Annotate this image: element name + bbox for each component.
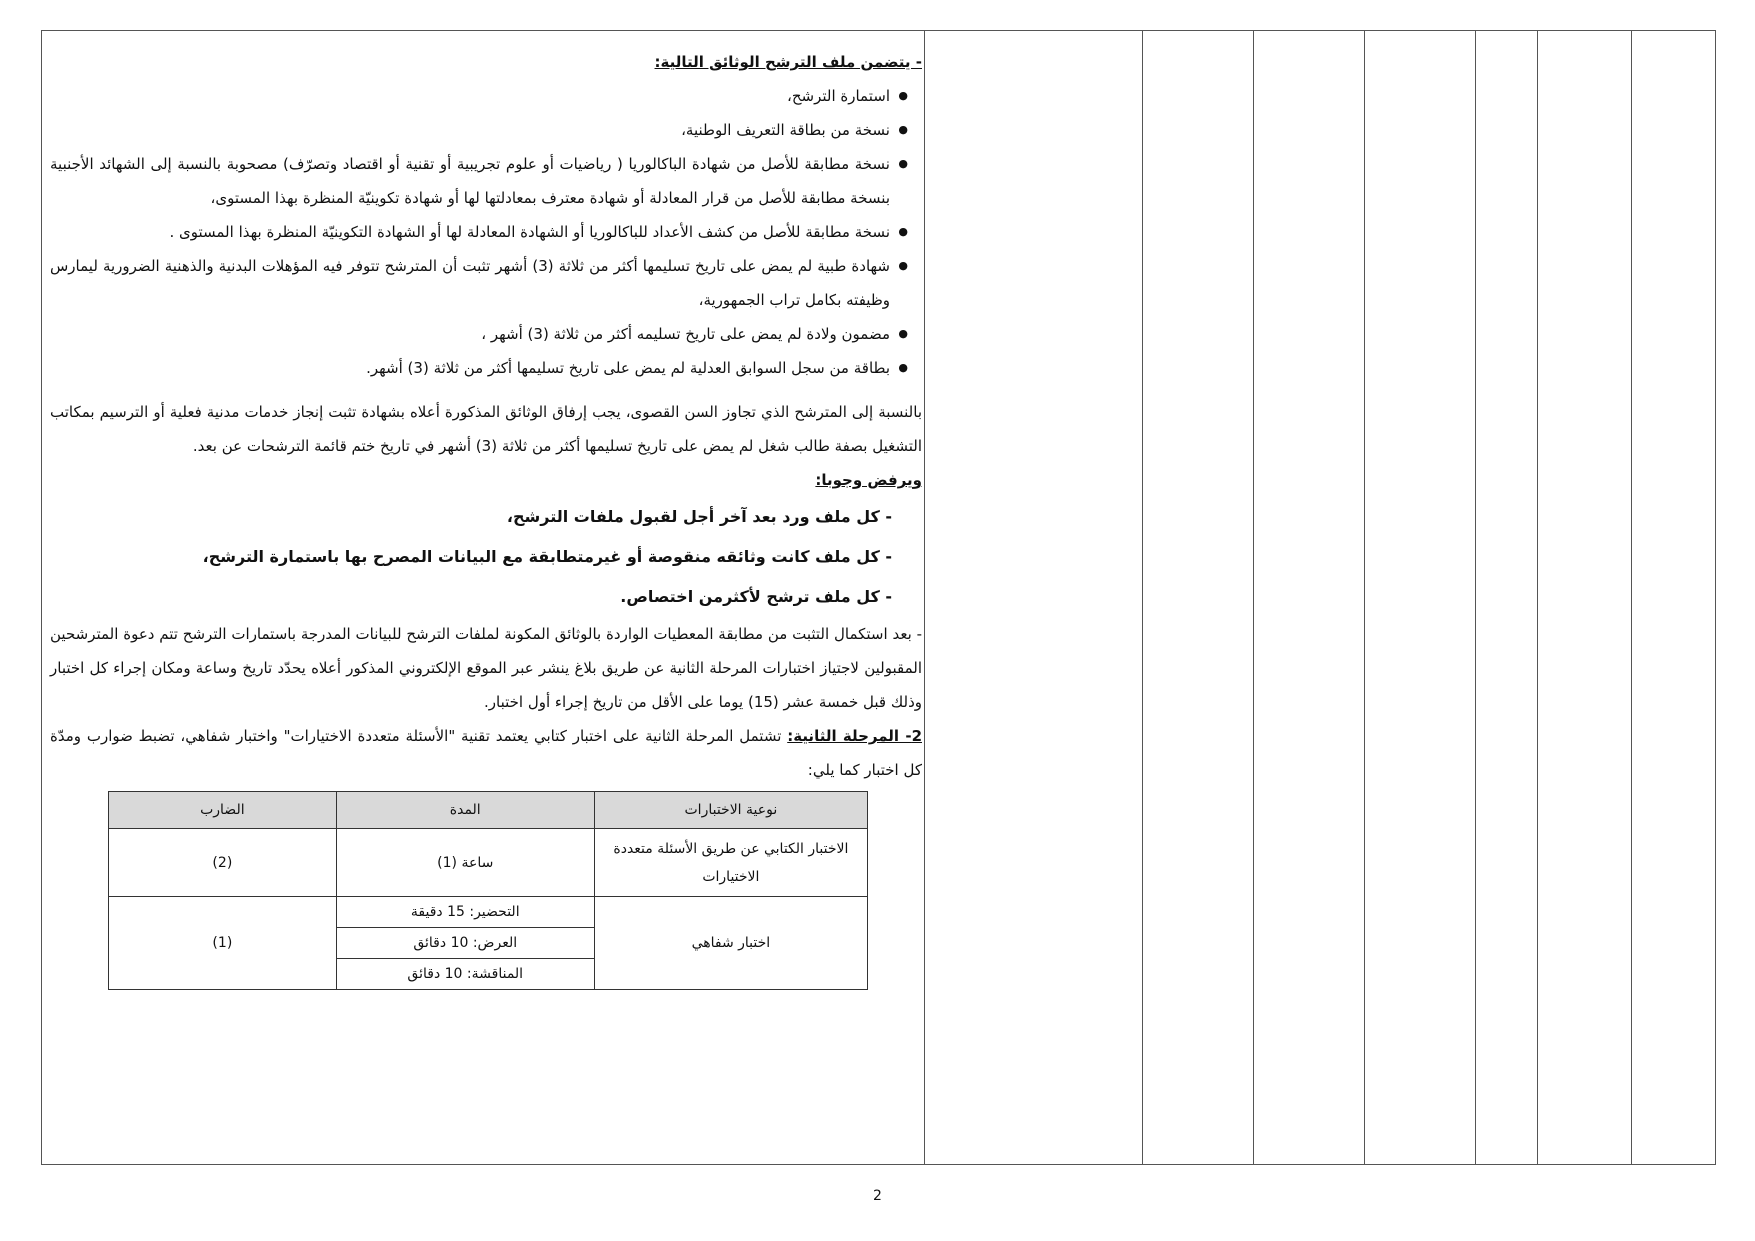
document-item: ● مضمون ولادة لم يمض على تاريخ تسليمه أكثر من ثلاثة (3) أشهر ،: [50, 317, 908, 351]
table-row: [109, 829, 868, 897]
stage2-text: تشتمل المرحلة الثانية على اختبار كتابي يعتمد تقنية "الأسئلة متعددة الاختيارات" واختبار شفاهي، تضبط ضوارب ومدّة كل اختبار كما يلي:: [50, 727, 922, 779]
verification-paragraph: - بعد استكمال التثبت من مطابقة المعطيات الواردة بالوثائق المكونة لملفات الترشح للبيانات المدرجة باستمارات الترشح تتم دعوة المترشحين المقبولين لاجتياز اختبارات المرحلة الثانية عن طريق بلاغ ينشر عبر الموقع الإلكتروني المذكور أعلاه يحدّد تاريخ وساعة ومكان إجراء كل اختبار وذلك قبل خمسة عشر (15) يوما على الأقل من تاريخ إجراء أول اختبار.: [50, 625, 922, 711]
rejection-item: - كل ملف ترشح لأكثرمن اختصاص.: [620, 587, 892, 606]
document-item: ● نسخة مطابقة للأصل من كشف الأعداد للباكالوريا أو الشهادة المعادلة لها أو الشهادة التكوينيّة المنظرة بهذا المستوى .: [50, 215, 908, 249]
stage2-label: 2- المرحلة الثانية:: [787, 727, 922, 745]
column-divider: [1475, 31, 1476, 1164]
table-row: [109, 897, 868, 990]
column-divider: [1631, 31, 1632, 1164]
test-type-cell: الاختبار الكتابي عن طريق الأسئلة متعددة الاختيارات: [594, 829, 867, 897]
page-number: 2: [873, 1188, 882, 1204]
document-item: ● بطاقة من سجل السوابق العدلية لم يمض على تاريخ تسليمها أكثر من ثلاثة (3) أشهر.: [50, 351, 908, 385]
table-header: نوعية الاختبارات: [594, 792, 867, 829]
test-coefficient-cell: (2): [109, 829, 337, 897]
column-divider: [1364, 31, 1365, 1164]
document-item: ● شهادة طبية لم يمض على تاريخ تسليمها أكثر من ثلاثة (3) أشهر تثبت أن المترشح تتوفر فيه المؤهلات البدنية والذهنية الضرورية ليمارس وظيفته بكامل تراب الجمهورية،: [50, 249, 908, 317]
documents-heading: - يتضمن ملف الترشح الوثائق التالية:: [654, 53, 922, 71]
spacer: [50, 385, 922, 395]
rejection-item: - كل ملف ورد بعد آخر أجل لقبول ملفات الترشح،: [506, 507, 892, 526]
tests-table: [108, 791, 868, 990]
test-duration-cell: [336, 897, 594, 990]
column-divider: [1253, 31, 1254, 1164]
table-header-row: [109, 792, 868, 829]
document-item: ● استمارة الترشح،: [50, 79, 908, 113]
document-item: ● نسخة من بطاقة التعريف الوطنية،: [50, 113, 908, 147]
test-type-cell: اختبار شفاهي: [594, 897, 867, 990]
test-duration-cell: ساعة (1): [336, 829, 594, 897]
duration-part: العرض: 10 دقائق: [337, 928, 594, 959]
column-divider: [924, 31, 925, 1164]
table-header: الضارب: [109, 792, 337, 829]
duration-part: المناقشة: 10 دقائق: [407, 966, 524, 982]
page-frame: [41, 30, 1716, 1165]
rejection-item: - كل ملف كانت وثائقه منقوصة أو غيرمتطابقة مع البيانات المصرح بها باستمارة الترشح،: [202, 547, 892, 566]
rejection-heading: ويرفض وجوبا:: [815, 471, 922, 489]
test-coefficient-cell: (1): [109, 897, 337, 990]
document-item: ● نسخة مطابقة للأصل من شهادة الباكالوريا ( رياضيات أو علوم تجريبية أو تقنية أو اقتصاد وتصرّف) مصحوبة بالنسبة إلى الشهائد الأجنبية بنسخة مطابقة للأصل من قرار المعادلة أو شهادة معترف بمعادلتها لها أو شهادة تكوينيّة المنظرة بهذا المستوى،: [50, 147, 908, 215]
stage2-paragraph: [50, 719, 922, 787]
column-divider: [1142, 31, 1143, 1164]
main-content: [50, 45, 922, 1155]
column-divider: [1537, 31, 1538, 1164]
table-header: المدة: [336, 792, 594, 829]
duration-part: التحضير: 15 دقيقة: [337, 897, 594, 928]
age-paragraph: بالنسبة إلى المترشح الذي تجاوز السن القصوى، يجب إرفاق الوثائق المذكورة أعلاه بشهادة تثبت إنجاز خدمات مدنية فعلية أو الترسيم بمكاتب التشغيل بصفة طالب شغل لم يمض على تاريخ تسليمها أكثر من ثلاثة (3) أشهر في تاريخ ختم قائمة الترشحات عن بعد.: [50, 403, 922, 455]
